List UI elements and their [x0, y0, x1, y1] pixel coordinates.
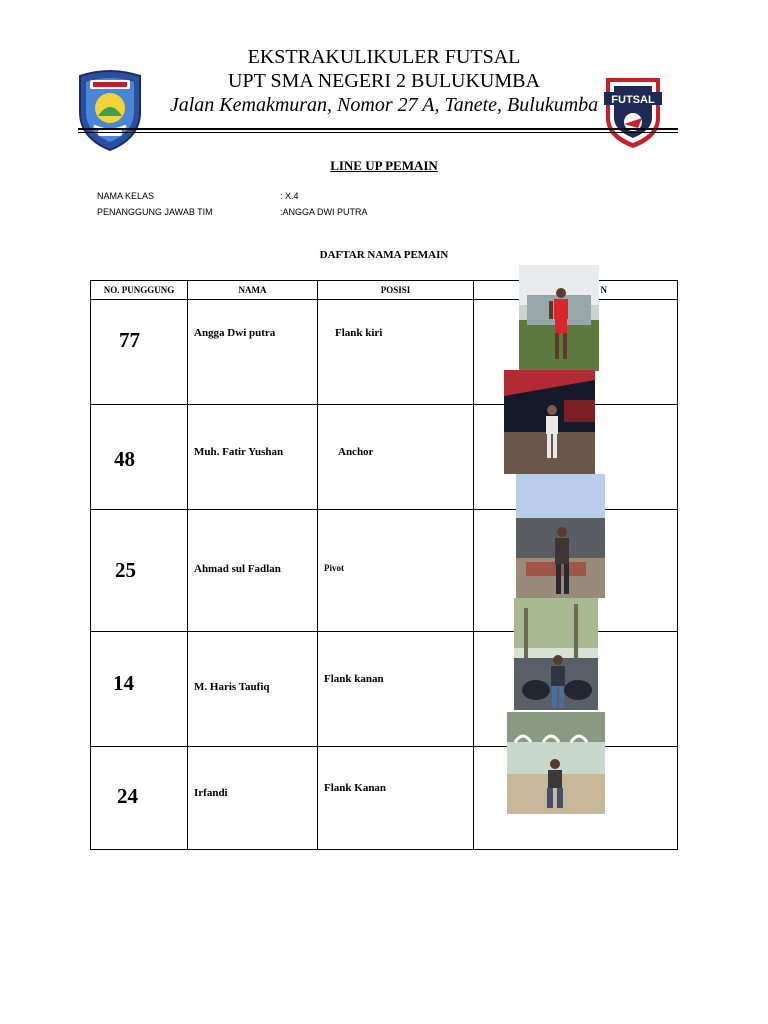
header-rule-thin	[78, 132, 678, 133]
class-label: NAMA KELAS	[97, 191, 155, 201]
player-photo	[519, 265, 599, 371]
position-cell: Anchor	[318, 405, 474, 510]
player-name-cell: M. Haris Taufiq	[188, 632, 318, 747]
document-header	[0, 0, 768, 160]
header-school: UPT SMA NEGERI 2 BULUKUMBA	[228, 70, 540, 92]
player-photo	[516, 474, 605, 598]
position-cell: Flank kanan	[318, 632, 474, 747]
header-rule-thick	[78, 128, 678, 130]
jersey-number-cell: 25	[91, 510, 188, 632]
futsal-logo-text: FUTSAL	[611, 94, 655, 106]
header-jersey-number: NO. PUNGGUNG	[91, 281, 188, 300]
team-lead-label: PENANGGUNG JAWAB TIM	[97, 207, 213, 217]
document-title: LINE UP PEMAIN	[330, 158, 438, 173]
player-photo	[504, 370, 595, 474]
jersey-number-cell: 48	[91, 405, 188, 510]
position-cell: Flank kiri	[318, 300, 474, 405]
header-position: POSISI	[318, 281, 474, 300]
position-cell: Flank Kanan	[318, 747, 474, 850]
position-cell: Pivot	[318, 510, 474, 632]
player-photo	[514, 598, 598, 710]
player-name-cell: Angga Dwi putra	[188, 300, 318, 405]
class-value: : X.4	[280, 191, 299, 201]
player-name-cell: Irfandi	[188, 747, 318, 850]
jersey-number-cell: 24	[91, 747, 188, 850]
school-crest-logo	[74, 68, 146, 152]
header-name: NAMA	[188, 281, 318, 300]
header-photo: N	[474, 281, 678, 300]
player-list-title: DAFTAR NAMA PEMAIN	[319, 249, 449, 261]
player-photo	[507, 712, 605, 814]
header-title: EKSTRAKULIKULER FUTSAL	[247, 46, 521, 68]
player-name-cell: Ahmad sul Fadlan	[188, 510, 318, 632]
jersey-number-cell: 77	[91, 300, 188, 405]
jersey-number-cell: 14	[91, 632, 188, 747]
futsal-club-logo	[602, 72, 664, 150]
player-name-cell: Muh. Fatir Yushan	[188, 405, 318, 510]
header-address: Jalan Kemakmuran, Nomor 27 A, Tanete, Bulukumba	[169, 94, 599, 116]
team-lead-value: :ANGGA DWI PUTRA	[280, 207, 368, 217]
